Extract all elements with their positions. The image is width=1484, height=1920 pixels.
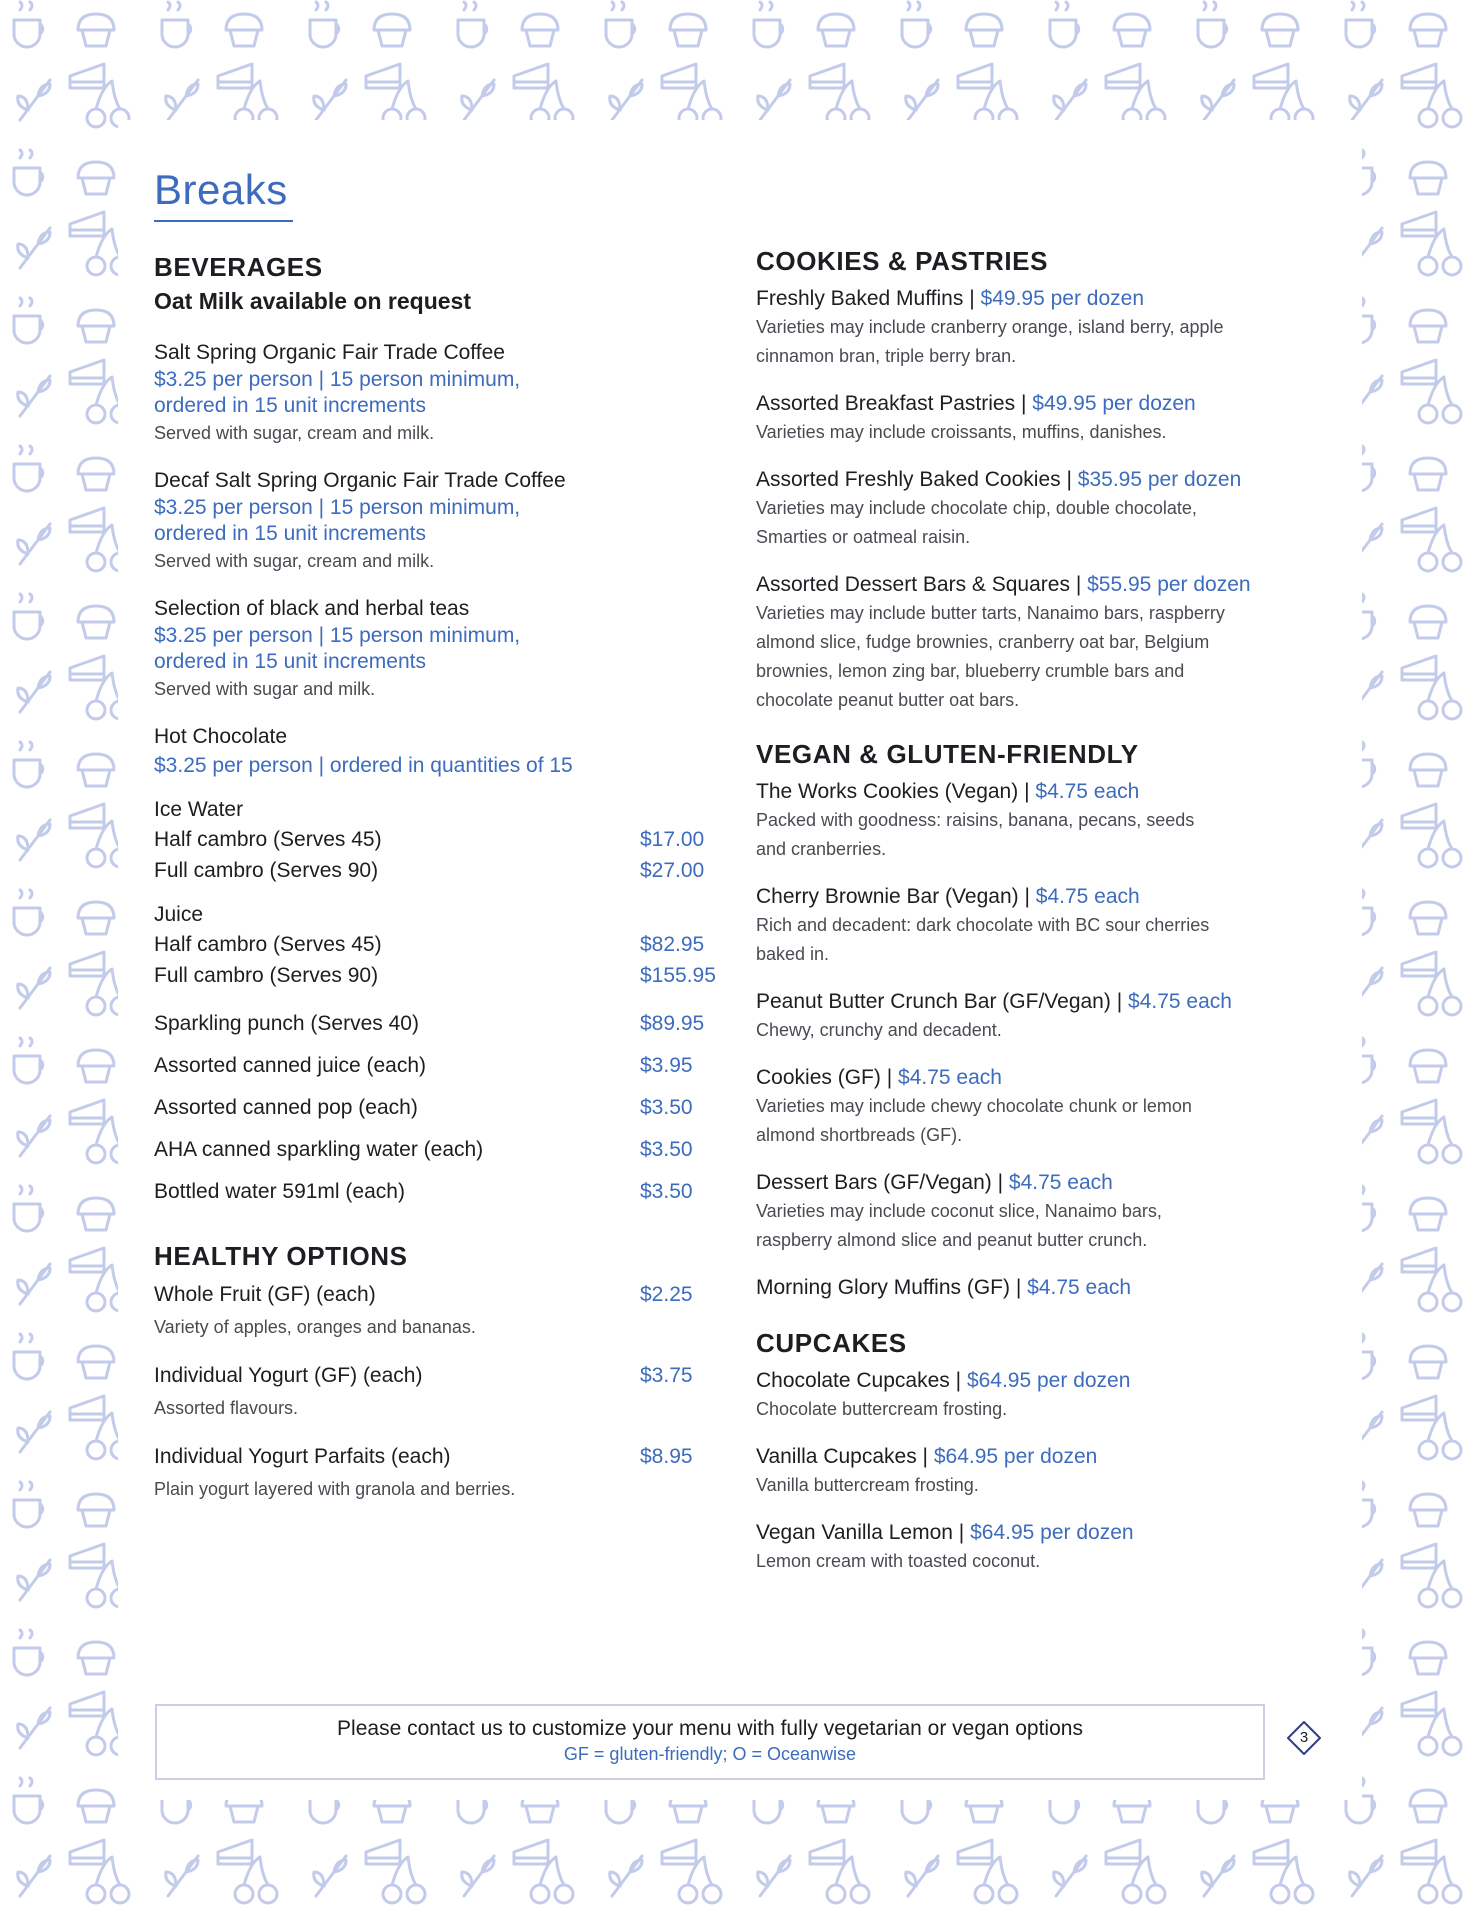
item-price: ordered in 15 unit increments <box>154 650 426 673</box>
item-price: $4.75 each <box>898 1066 1002 1089</box>
item-description: Varieties may include chocolate chip, double chocolate, <box>756 498 1197 518</box>
item-description: chocolate peanut butter oat bars. <box>756 690 1020 710</box>
vegan-gf-heading: VEGAN & GLUTEN-FRIENDLY <box>756 739 1139 769</box>
title-underline <box>154 220 293 222</box>
item-description: brownies, lemon zing bar, blueberry crumble bars and <box>756 661 1185 681</box>
item-description: Vanilla buttercream frosting. <box>756 1475 979 1495</box>
row-label: Individual Yogurt (GF) (each) <box>154 1364 423 1387</box>
item-description: Varieties may include butter tarts, Nanaimo bars, raspberry <box>756 603 1225 623</box>
row-price: $8.95 <box>640 1445 693 1468</box>
item-price: $64.95 per dozen <box>970 1521 1134 1544</box>
item-name: Morning Glory Muffins (GF) | $4.75 each <box>756 1276 1132 1299</box>
row-label: Half cambro (Serves 45) <box>154 933 382 956</box>
item-description: raspberry almond slice and peanut butter crunch. <box>756 1230 1148 1250</box>
item-name: The Works Cookies (Vegan) | $4.75 each <box>756 780 1140 803</box>
row-label: AHA canned sparkling water (each) <box>154 1138 484 1161</box>
row-price: $2.25 <box>640 1283 693 1306</box>
row-label: Half cambro (Serves 45) <box>154 828 382 851</box>
row-price: $155.95 <box>640 964 716 987</box>
item-description: Plain yogurt layered with granola and berries. <box>154 1479 516 1499</box>
price-row <box>154 1129 724 1171</box>
row-price: $3.50 <box>640 1096 693 1119</box>
item-description: Packed with goodness: raisins, banana, pecans, seeds <box>756 810 1195 830</box>
item-description: Smarties or oatmeal raisin. <box>756 527 971 547</box>
price-row <box>154 929 724 960</box>
price-row <box>154 1279 724 1310</box>
decaf-item <box>154 466 724 576</box>
item-description: Variety of apples, oranges and bananas. <box>154 1317 476 1337</box>
menu-item <box>756 1366 1336 1424</box>
row-price: $82.95 <box>640 933 705 956</box>
item-name: Decaf Salt Spring Organic Fair Trade Coffee <box>154 469 566 492</box>
item-description: Lemon cream with toasted coconut. <box>756 1551 1041 1571</box>
page-number: 3 <box>1299 1729 1309 1746</box>
item-name: Freshly Baked Muffins | $49.95 per dozen <box>756 287 1144 310</box>
footer-main-text: Please contact us to customize your menu with fully vegetarian or vegan options <box>337 1717 1083 1740</box>
item-description: cinnamon bran, triple berry bran. <box>756 346 1017 366</box>
price-row <box>154 1003 724 1045</box>
oat-milk-note: Oat Milk available on request <box>154 288 471 314</box>
item-name: Assorted Freshly Baked Cookies | $35.95 per dozen <box>756 468 1242 491</box>
item-price: $64.95 per dozen <box>966 1369 1131 1392</box>
item-price: $4.75 each <box>1027 1276 1132 1299</box>
price-row <box>154 824 724 855</box>
left-column <box>154 250 724 1504</box>
healthy-item <box>154 1360 724 1423</box>
footer-note-box <box>155 1704 1265 1780</box>
price-row <box>154 855 724 886</box>
item-name: Selection of black and herbal teas <box>154 597 470 620</box>
right-column <box>756 244 1336 1576</box>
row-label: Sparkling punch (Serves 40) <box>154 1012 419 1035</box>
item-description: Served with sugar and milk. <box>154 679 376 699</box>
menu-item <box>756 1518 1336 1576</box>
item-description: Varieties may include chewy chocolate chunk or lemon <box>756 1096 1192 1116</box>
item-description: Chocolate buttercream frosting. <box>756 1399 1008 1419</box>
ice-water-item <box>154 795 724 886</box>
item-name: Hot Chocolate <box>154 725 288 748</box>
row-label: Whole Fruit (GF) (each) <box>154 1283 376 1306</box>
item-description: Served with sugar, cream and milk. <box>154 423 435 443</box>
item-name: Dessert Bars (GF/Vegan) | $4.75 each <box>756 1171 1113 1194</box>
item-name: Juice <box>154 903 204 926</box>
item-description: Chewy, crunchy and decadent. <box>756 1020 1002 1040</box>
single-price-list <box>154 1003 724 1213</box>
page-title: Breaks <box>154 166 288 213</box>
juice-item <box>154 900 724 991</box>
item-price: $4.75 each <box>1035 885 1140 908</box>
menu-item <box>756 465 1336 552</box>
menu-item <box>756 1168 1336 1255</box>
item-description: Rich and decadent: dark chocolate with BC sour cherries <box>756 915 1210 935</box>
item-price: $49.95 per dozen <box>1032 392 1196 415</box>
item-name: Ice Water <box>154 798 244 821</box>
item-description: almond shortbreads (GF). <box>756 1125 963 1145</box>
item-description: almond slice, fudge brownies, cranberry oat bar, Belgium <box>756 632 1210 652</box>
row-label: Full cambro (Serves 90) <box>154 859 379 882</box>
row-price: $3.50 <box>640 1138 693 1161</box>
item-description: and cranberries. <box>756 839 887 859</box>
menu-item <box>756 987 1336 1045</box>
row-price: $3.95 <box>640 1054 693 1077</box>
item-price: $3.25 per person | ordered in quantities of 15 <box>154 754 573 777</box>
item-description: Varieties may include croissants, muffins, danishes. <box>756 422 1167 442</box>
menu-item <box>756 1063 1336 1150</box>
healthy-item <box>154 1279 724 1342</box>
row-price: $3.75 <box>640 1364 693 1387</box>
item-price: $55.95 per dozen <box>1087 573 1251 596</box>
healthy-item <box>154 1441 724 1504</box>
item-price: $4.75 each <box>1008 1171 1113 1194</box>
row-price: $17.00 <box>640 828 705 851</box>
price-row <box>154 1441 724 1472</box>
row-price: $89.95 <box>640 1012 705 1035</box>
row-label: Assorted canned pop (each) <box>154 1096 418 1119</box>
item-price: $4.75 each <box>1128 990 1232 1013</box>
row-price: $3.50 <box>640 1180 693 1203</box>
hot-chocolate-item <box>154 722 724 781</box>
item-price: $64.95 per dozen <box>933 1445 1098 1468</box>
cookies-pastries-heading: COOKIES & PASTRIES <box>756 246 1049 276</box>
item-name: Cherry Brownie Bar (Vegan) | $4.75 each <box>756 885 1140 908</box>
item-price: ordered in 15 unit increments <box>154 522 426 545</box>
item-name: Salt Spring Organic Fair Trade Coffee <box>154 341 505 364</box>
item-description: baked in. <box>756 944 830 964</box>
menu-item <box>756 777 1336 864</box>
item-description: Served with sugar, cream and milk. <box>154 551 435 571</box>
row-price: $27.00 <box>640 859 705 882</box>
footer-legend: GF = gluten-friendly; O = Oceanwise <box>563 1744 857 1764</box>
item-name: Assorted Dessert Bars & Squares | $55.95 per dozen <box>756 573 1251 596</box>
row-label: Full cambro (Serves 90) <box>154 964 379 987</box>
item-price: $3.25 per person | 15 person minimum, <box>154 368 521 391</box>
menu-item <box>756 389 1336 447</box>
menu-item <box>756 882 1336 969</box>
price-row <box>154 1045 724 1087</box>
item-price: $49.95 per dozen <box>980 287 1144 310</box>
price-row <box>154 960 724 991</box>
item-description: Assorted flavours. <box>154 1398 299 1418</box>
item-name: Vanilla Cupcakes | $64.95 per dozen <box>756 1445 1098 1468</box>
price-row <box>154 1171 724 1213</box>
price-row <box>154 1087 724 1129</box>
item-name: Peanut Butter Crunch Bar (GF/Vegan) | $4.75 each <box>756 990 1232 1013</box>
price-row <box>154 1360 724 1391</box>
menu-item <box>756 1273 1336 1302</box>
row-label: Individual Yogurt Parfaits (each) <box>154 1445 451 1468</box>
item-description: Varieties may include coconut slice, Nanaimo bars, <box>756 1201 1162 1221</box>
menu-item <box>756 284 1336 371</box>
item-price: $3.25 per person | 15 person minimum, <box>154 496 521 519</box>
beverages-heading: BEVERAGES <box>154 252 323 282</box>
item-price: ordered in 15 unit increments <box>154 394 426 417</box>
menu-item <box>756 570 1336 715</box>
item-name: Cookies (GF) | $4.75 each <box>756 1066 1002 1089</box>
item-price: $35.95 per dozen <box>1077 468 1242 491</box>
menu-item <box>756 1442 1336 1500</box>
item-name: Assorted Breakfast Pastries | $49.95 per dozen <box>756 392 1196 415</box>
item-name: Chocolate Cupcakes | $64.95 per dozen <box>756 1369 1131 1392</box>
teas-item <box>154 594 724 704</box>
healthy-options-heading: HEALTHY OPTIONS <box>154 1241 408 1271</box>
row-label: Bottled water 591ml (each) <box>154 1180 405 1203</box>
row-label: Assorted canned juice (each) <box>154 1054 426 1077</box>
item-price: $4.75 each <box>1035 780 1140 803</box>
item-price: $3.25 per person | 15 person minimum, <box>154 624 521 647</box>
cupcakes-heading: CUPCAKES <box>756 1328 907 1358</box>
item-description: Varieties may include cranberry orange, island berry, apple <box>756 317 1224 337</box>
coffee-item <box>154 338 724 448</box>
item-name: Vegan Vanilla Lemon | $64.95 per dozen <box>756 1521 1134 1544</box>
